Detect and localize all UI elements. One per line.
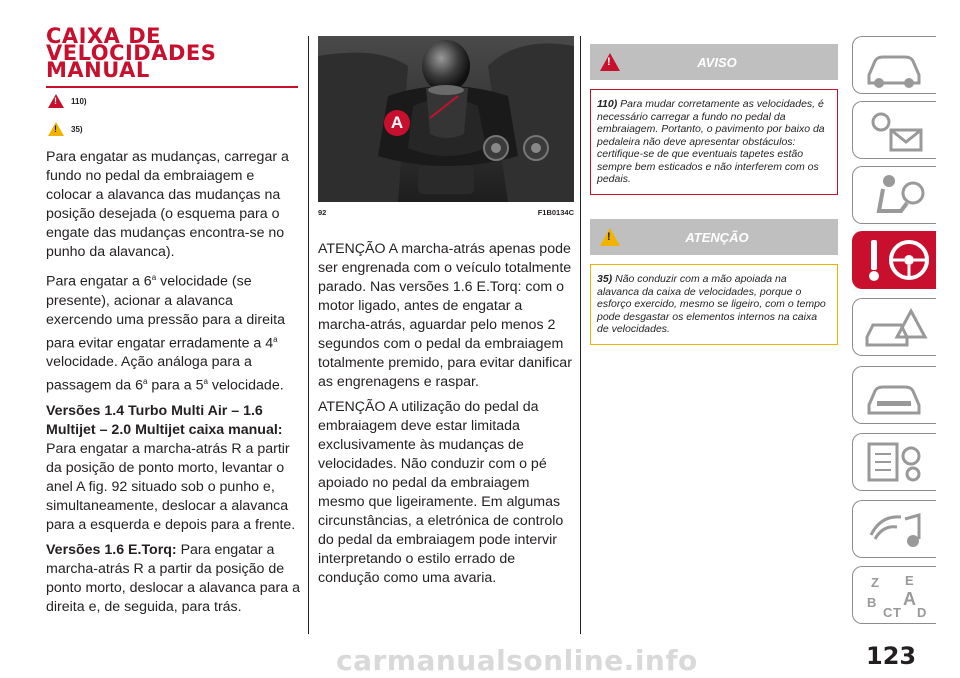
text-run: para a 5 [147,378,204,395]
key-steering-wheel-icon [861,236,931,286]
warning-box-body [590,89,838,195]
caution-box [590,219,838,345]
nav-tab-emergency[interactable] [852,298,936,356]
text-run: Para engatar a marcha-atrás R a partir da posição de ponto morto, deslocar a alavanca para a direita e, de seguida, para trás. [46,542,300,616]
index-letter: B [867,595,877,610]
title-underline [46,86,298,88]
dashboard-lights-mail-icon [861,106,931,156]
caution-text: Não conduzir com a mão apoiada na alavanca da caixa de velocidades, porque o esforço exercido, mesmo se ligeiro, com o tempo pode desgastar os elementos internos na caixa de velocidades. [597,273,826,335]
nav-tab-dashboard[interactable] [852,36,936,94]
version-heading: Versões 1.6 E.Torq: [46,542,177,559]
middle-column-text [318,240,574,594]
paragraph [46,402,300,535]
text-run: Para engatar a 6 [46,273,152,290]
figure-number: 92 [318,208,327,217]
warning-number: 110) [597,98,618,110]
watermark: carmanualsonline.info [336,644,698,677]
section-title-line: MANUAL [46,58,150,82]
section-title [46,24,298,82]
warning-text: Para mudar corretamente as velocidades, é necessário carregar a fundo no pedal da embraiagem. Portanto, o pavimento por baixo da pedaleira não deve apresentar obstáculos: certifique-se de que eventuais tapetes estão sempre bem esticados e não interferem com os pedais. [597,98,825,185]
caution-box-body [590,264,838,345]
caution-triangle-icon [48,122,64,136]
caution-reference-35[interactable] [48,122,83,136]
paragraph: ATENÇÃO A utilização do pedal da embraiagem deve estar limitada exclusivamente às mudanças de velocidades. Não conduzir com o pé apoiado no pedal da embraiagem mesmo que ligeiramente. Em algumas circunstâncias, a eletrónica de controlo do pedal da embraiagem pode intervir interpretando o estilo errado de condução como uma avaria. [318,399,564,586]
nav-tab-technical-data[interactable] [852,433,936,491]
paragraph: Para engatar as mudanças, carregar a fundo no pedal da embraiagem e colocar a alavanca das mudanças na posição desejada (o esquema para o engate das mudanças encontra-se no punho da alavanca). [46,149,289,260]
callout-label-a: A [384,110,410,136]
nav-tab-safety[interactable] [852,166,936,224]
nav-tab-index[interactable] [852,566,936,624]
warning-reference-110[interactable] [48,94,87,108]
nav-tab-starting-driving[interactable] [852,231,936,289]
index-letter: C [883,605,893,620]
index-letters-icon [861,571,931,621]
section-title-line: VELOCIDADES [46,41,217,65]
index-letter: T [893,605,901,620]
warning-reference-label: 110) [71,96,87,106]
nav-tab-maintenance[interactable] [852,366,936,424]
caution-number: 35) [597,273,613,285]
index-letter: Z [871,575,879,590]
multimedia-icon [861,505,931,555]
figure-caption [318,208,574,217]
warning-triangle-icon [600,53,620,71]
index-letter: D [917,605,927,620]
nav-tab-knowing-vehicle[interactable] [852,101,936,159]
warning-box [590,44,838,195]
superscript: a [143,377,148,387]
section-title-line: CAIXA DE [46,24,162,48]
text-run: velocidade (se presente), acionar a alavanca exercendo uma pressão para a direita para evitar engatar erradamente a 4 [46,273,285,352]
index-letter: A [903,589,916,609]
caution-reference-label: 35) [71,124,83,134]
caution-box-title: ATENÇÃO [685,229,749,245]
paragraph [46,268,300,396]
car-info-icon [861,41,931,91]
paragraph: ATENÇÃO A marcha-atrás apenas pode ser engrenada com o veículo totalmente parado. Nas versões 1.6 E.Torq: com o motor ligado, antes de engatar a marcha-atrás, aguardar pelo menos 2 segundos com o pedal da embraiagem totalmente premido, para evitar danificar as engrenagens e raspar. [318,241,572,390]
seat-airbag-icon [861,171,931,221]
figure-code: F1B0134C [537,208,574,217]
column-divider [580,36,581,634]
warning-box-title: AVISO [697,54,737,70]
specs-gears-icon [861,438,931,488]
column-divider [308,36,309,634]
superscript: a [273,334,278,344]
gear-lever-illustration [318,36,574,202]
caution-box-header [590,219,838,255]
gear-lever-photo [318,36,574,202]
text-run: Para engatar a marcha-atrás R a partir da posição de ponto morto, levantar o anel A fig. 92 situado sob o punho e, simultaneamente, deslocar a alavanca para a esquerda e depois para a frente. [46,441,296,534]
nav-tab-multimedia[interactable] [852,500,936,558]
text-run: velocidade. [207,378,284,395]
text-run: velocidade. Ação análoga para a passagem da 6 [46,354,252,395]
caution-triangle-icon [600,228,620,246]
version-heading: Versões 1.4 Turbo Multi Air – 1.6 Multijet – 2.0 Multijet caixa manual: [46,403,283,439]
page-number: 123 [866,642,917,670]
car-service-icon [861,371,931,421]
car-warning-icon [861,303,931,353]
index-letter: E [905,573,914,588]
paragraph [46,541,300,617]
superscript: a [151,273,157,282]
warning-box-header [590,44,838,80]
superscript: a [203,377,208,387]
warning-triangle-icon [48,94,64,108]
left-column-text [46,148,300,623]
